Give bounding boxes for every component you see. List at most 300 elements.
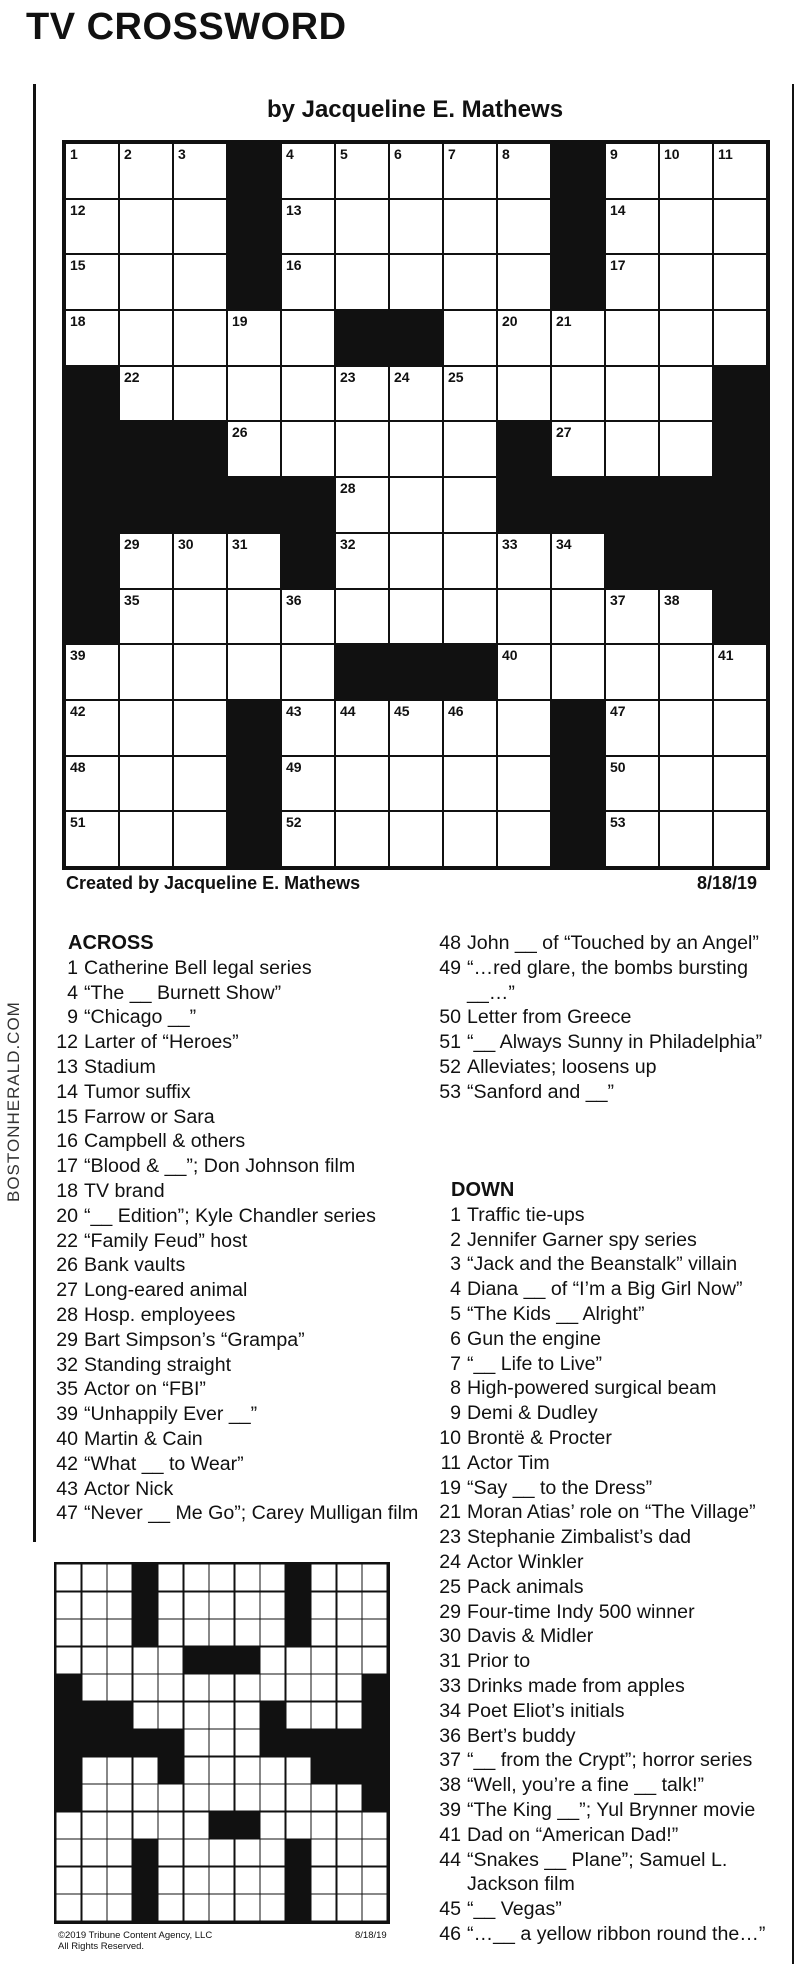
grid-cell[interactable] <box>173 199 227 255</box>
solution-cell <box>337 1812 363 1840</box>
black-square <box>497 421 551 477</box>
across-heading: ACROSS <box>68 932 154 954</box>
grid-cell[interactable] <box>173 143 227 199</box>
clue-item <box>50 1427 430 1452</box>
clue-number: 31 <box>439 1650 461 1673</box>
grid-cell[interactable] <box>65 644 119 700</box>
grid-cell[interactable] <box>65 199 119 255</box>
solution-cell <box>260 1839 286 1867</box>
grid-cell[interactable] <box>497 366 551 422</box>
grid-cell[interactable] <box>119 589 173 645</box>
solution-black-square <box>362 1674 388 1702</box>
grid-cell[interactable] <box>65 756 119 812</box>
solution-cell <box>184 1592 210 1620</box>
clue-item <box>433 1476 803 1501</box>
grid-cell[interactable] <box>497 143 551 199</box>
grid-cell[interactable] <box>659 756 713 812</box>
cell-number: 50 <box>610 758 626 775</box>
grid-cell[interactable] <box>605 421 659 477</box>
clue-item <box>433 931 793 956</box>
clue-item <box>433 1525 803 1550</box>
clue-text: Bert’s buddy <box>467 1724 576 1747</box>
grid-cell[interactable] <box>659 366 713 422</box>
solution-black-square <box>107 1702 133 1730</box>
clue-number: 37 <box>439 1749 461 1772</box>
grid-cell[interactable] <box>173 756 227 812</box>
solution-cell <box>235 1839 261 1867</box>
cell-number: 5 <box>340 146 348 162</box>
grid-cell[interactable] <box>443 477 497 533</box>
grid-cell[interactable] <box>497 589 551 645</box>
grid-cell[interactable] <box>443 254 497 310</box>
clue-item <box>433 1252 803 1277</box>
grid-cell[interactable] <box>389 700 443 756</box>
grid-cell[interactable] <box>659 199 713 255</box>
grid-cell[interactable] <box>659 254 713 310</box>
grid-cell[interactable] <box>65 310 119 366</box>
clue-number: 4 <box>450 1278 461 1301</box>
grid-cell[interactable] <box>281 143 335 199</box>
clue-number: 35 <box>56 1378 78 1401</box>
solution-cell <box>235 1564 261 1592</box>
grid-cell[interactable] <box>497 756 551 812</box>
grid-cell[interactable] <box>335 421 389 477</box>
clue-text: TV brand <box>84 1179 165 1202</box>
clue-number: 48 <box>439 932 461 954</box>
solution-black-square <box>107 1729 133 1757</box>
clue-item <box>50 1229 430 1254</box>
copyright <box>58 1930 212 1952</box>
grid-cell[interactable] <box>335 254 389 310</box>
grid-cell[interactable] <box>443 143 497 199</box>
solution-cell <box>286 1647 312 1675</box>
solution-cell <box>311 1564 337 1592</box>
solution-cell <box>158 1812 184 1840</box>
grid-cell[interactable] <box>497 199 551 255</box>
black-square <box>497 477 551 533</box>
solution-cell <box>184 1839 210 1867</box>
grid-cell[interactable] <box>443 366 497 422</box>
solution-cell <box>286 1812 312 1840</box>
grid-cell[interactable] <box>659 310 713 366</box>
solution-cell <box>107 1757 133 1785</box>
grid-cell[interactable] <box>389 589 443 645</box>
clue-item <box>50 1501 430 1526</box>
grid-cell[interactable] <box>119 310 173 366</box>
grid-cell[interactable] <box>335 143 389 199</box>
grid-cell[interactable] <box>227 421 281 477</box>
cell-number: 23 <box>340 368 356 385</box>
grid-cell[interactable] <box>335 756 389 812</box>
solution-cell <box>184 1894 210 1922</box>
grid-cell[interactable] <box>389 199 443 255</box>
grid-cell[interactable] <box>551 421 605 477</box>
grid-cell[interactable] <box>605 811 659 867</box>
grid-cell[interactable] <box>389 811 443 867</box>
solution-black-square <box>286 1564 312 1592</box>
grid-cell[interactable] <box>389 366 443 422</box>
clue-text: Bart Simpson’s “Grampa” <box>84 1328 305 1351</box>
clue-text: Jennifer Garner spy series <box>467 1228 697 1251</box>
crossword-grid[interactable] <box>62 140 770 870</box>
grid-cell[interactable] <box>227 310 281 366</box>
black-square <box>605 477 659 533</box>
solution-black-square <box>362 1784 388 1812</box>
grid-cell[interactable] <box>659 589 713 645</box>
black-square <box>389 310 443 366</box>
grid-cell[interactable] <box>389 143 443 199</box>
grid-cell[interactable] <box>119 533 173 589</box>
clue-text: “What __ to Wear” <box>84 1452 244 1475</box>
clue-number: 16 <box>56 1130 78 1153</box>
grid-cell[interactable] <box>605 254 659 310</box>
grid-cell[interactable] <box>173 589 227 645</box>
grid-cell[interactable] <box>119 756 173 812</box>
cell-number: 1 <box>70 146 78 162</box>
grid-cell[interactable] <box>497 254 551 310</box>
clue-item <box>50 1377 430 1402</box>
solution-cell <box>107 1619 133 1647</box>
grid-cell[interactable] <box>713 199 767 255</box>
grid-cell[interactable] <box>227 366 281 422</box>
grid-cell[interactable] <box>389 477 443 533</box>
grid-cell[interactable] <box>605 644 659 700</box>
grid-cell[interactable] <box>119 811 173 867</box>
grid-cell[interactable] <box>281 199 335 255</box>
solution-cell <box>260 1867 286 1895</box>
solution-cell <box>235 1702 261 1730</box>
solution-black-square <box>286 1894 312 1922</box>
solution-cell <box>235 1757 261 1785</box>
black-square <box>713 589 767 645</box>
solution-cell <box>82 1784 108 1812</box>
grid-cell[interactable] <box>713 756 767 812</box>
grid-cell[interactable] <box>119 254 173 310</box>
solution-cell <box>311 1894 337 1922</box>
grid-cell[interactable] <box>335 366 389 422</box>
grid-cell[interactable] <box>605 589 659 645</box>
solution-cell <box>209 1839 235 1867</box>
watermark: BOSTONHERALD.COM <box>4 1001 23 1202</box>
solution-black-square <box>286 1867 312 1895</box>
clue-item <box>433 1600 803 1625</box>
grid-cell[interactable] <box>659 811 713 867</box>
black-square <box>173 421 227 477</box>
clue-text: Prior to <box>467 1650 531 1673</box>
solution-cell <box>362 1619 388 1647</box>
grid-cell[interactable] <box>605 310 659 366</box>
clue-number: 53 <box>439 1080 461 1103</box>
grid-cell[interactable] <box>281 811 335 867</box>
grid-cell[interactable] <box>173 310 227 366</box>
clue-text: Gun the engine <box>467 1327 601 1350</box>
grid-cell[interactable] <box>443 589 497 645</box>
solution-cell <box>235 1867 261 1895</box>
solution-cell <box>235 1592 261 1620</box>
grid-cell[interactable] <box>281 700 335 756</box>
clue-number: 41 <box>439 1823 461 1846</box>
cell-number: 24 <box>394 368 410 385</box>
solution-cell <box>107 1647 133 1675</box>
clue-text: “Chicago __” <box>84 1006 197 1029</box>
solution-cell <box>362 1647 388 1675</box>
black-square <box>281 533 335 589</box>
grid-cell[interactable] <box>173 254 227 310</box>
solution-cell <box>82 1812 108 1840</box>
black-square <box>713 366 767 422</box>
grid-cell[interactable] <box>713 254 767 310</box>
grid-cell[interactable] <box>443 533 497 589</box>
clue-number: 44 <box>439 1848 461 1871</box>
clue-text: Actor Nick <box>84 1477 174 1500</box>
grid-cell[interactable] <box>497 533 551 589</box>
cell-number: 49 <box>286 758 302 775</box>
clue-item <box>433 1699 803 1724</box>
clue-item <box>433 1080 793 1105</box>
grid-cell[interactable] <box>443 310 497 366</box>
solution-cell <box>133 1674 159 1702</box>
solution-black-square <box>311 1757 337 1785</box>
grid-cell[interactable] <box>389 756 443 812</box>
grid-cell[interactable] <box>119 644 173 700</box>
grid-cell[interactable] <box>281 756 335 812</box>
grid-cell[interactable] <box>551 589 605 645</box>
clue-item <box>433 1550 803 1575</box>
clue-number: 15 <box>56 1105 78 1128</box>
grid-cell[interactable] <box>173 700 227 756</box>
solution-cell <box>82 1647 108 1675</box>
grid-cell[interactable] <box>119 199 173 255</box>
grid-cell[interactable] <box>65 254 119 310</box>
solution-cell <box>158 1619 184 1647</box>
grid-cell[interactable] <box>227 533 281 589</box>
clue-item <box>433 1228 803 1253</box>
cell-number: 17 <box>610 257 626 274</box>
clue-text: Farrow or Sara <box>84 1105 215 1128</box>
grid-cell[interactable] <box>713 700 767 756</box>
clue-text: “…red glare, the bombs bursting __…” <box>467 956 748 1004</box>
solution-cell <box>311 1839 337 1867</box>
grid-cell[interactable] <box>281 254 335 310</box>
grid-cell[interactable] <box>497 811 551 867</box>
clue-number: 34 <box>439 1699 461 1722</box>
solution-cell <box>82 1564 108 1592</box>
cell-number: 4 <box>286 146 294 162</box>
cell-number: 22 <box>124 368 140 385</box>
black-square <box>335 644 389 700</box>
cell-number: 3 <box>178 146 186 162</box>
clue-number: 39 <box>439 1798 461 1821</box>
cell-number: 13 <box>286 201 302 218</box>
black-square <box>605 533 659 589</box>
black-square <box>281 477 335 533</box>
grid-cell[interactable] <box>443 811 497 867</box>
grid-cell[interactable] <box>659 700 713 756</box>
grid-cell[interactable] <box>119 143 173 199</box>
solution-cell <box>56 1647 82 1675</box>
grid-cell[interactable] <box>173 644 227 700</box>
grid-cell[interactable] <box>605 199 659 255</box>
cell-number: 52 <box>286 814 302 831</box>
grid-cell[interactable] <box>281 644 335 700</box>
black-square <box>713 421 767 477</box>
clue-text: Drinks made from apples <box>467 1674 685 1697</box>
grid-cell[interactable] <box>335 700 389 756</box>
clue-item <box>433 1798 803 1823</box>
solution-cell <box>286 1674 312 1702</box>
solution-cell <box>362 1592 388 1620</box>
solution-cell <box>311 1702 337 1730</box>
black-square <box>227 700 281 756</box>
clue-text: High-powered surgical beam <box>467 1377 717 1400</box>
clue-number: 33 <box>439 1674 461 1697</box>
clue-number: 6 <box>450 1327 461 1350</box>
grid-cell[interactable] <box>281 310 335 366</box>
cell-number: 30 <box>178 535 194 552</box>
grid-cell[interactable] <box>605 143 659 199</box>
solution-cell <box>286 1784 312 1812</box>
clue-text: Bank vaults <box>84 1254 186 1277</box>
grid-cell[interactable] <box>227 644 281 700</box>
clue-text: Actor Winkler <box>467 1550 584 1573</box>
grid-cell[interactable] <box>713 644 767 700</box>
clue-item <box>433 1352 803 1377</box>
solution-black-square <box>235 1812 261 1840</box>
clue-text: Standing straight <box>84 1353 232 1376</box>
solution-cell <box>56 1867 82 1895</box>
solution-black-square <box>286 1619 312 1647</box>
solution-black-square <box>286 1729 312 1757</box>
grid-cell[interactable] <box>605 756 659 812</box>
grid-cell[interactable] <box>443 700 497 756</box>
grid-cell[interactable] <box>389 421 443 477</box>
solution-black-square <box>184 1647 210 1675</box>
solution-cell <box>82 1894 108 1922</box>
clue-text: Actor on “FBI” <box>84 1378 206 1401</box>
grid-cell[interactable] <box>335 477 389 533</box>
grid-cell[interactable] <box>497 644 551 700</box>
black-square <box>335 310 389 366</box>
grid-cell[interactable] <box>551 310 605 366</box>
grid-cell[interactable] <box>497 310 551 366</box>
clue-item <box>50 1030 430 1055</box>
clue-text: Brontë & Procter <box>467 1426 612 1449</box>
grid-cell[interactable] <box>65 811 119 867</box>
grid-cell[interactable] <box>389 254 443 310</box>
clue-text: Martin & Cain <box>84 1427 203 1450</box>
clue-number: 29 <box>56 1328 78 1351</box>
grid-cell[interactable] <box>173 811 227 867</box>
solution-black-square <box>286 1839 312 1867</box>
clue-item <box>433 1451 803 1476</box>
clue-item <box>433 1277 803 1302</box>
grid-cell[interactable] <box>119 700 173 756</box>
grid-cell[interactable] <box>713 143 767 199</box>
grid-cell[interactable] <box>659 143 713 199</box>
clue-text: “The __ Burnett Show” <box>84 981 282 1004</box>
solution-cell <box>311 1619 337 1647</box>
solution-black-square <box>133 1564 159 1592</box>
cell-number: 9 <box>610 146 618 162</box>
cell-number: 21 <box>556 313 572 330</box>
grid-cell[interactable] <box>443 756 497 812</box>
clue-number: 27 <box>56 1279 78 1302</box>
solution-cell <box>107 1867 133 1895</box>
grid-cell[interactable] <box>119 366 173 422</box>
clue-number: 25 <box>439 1575 461 1598</box>
grid-cell[interactable] <box>281 421 335 477</box>
clue-number: 51 <box>439 1031 461 1054</box>
cell-number: 36 <box>286 591 302 608</box>
grid-cell[interactable] <box>605 700 659 756</box>
grid-cell[interactable] <box>335 589 389 645</box>
clue-number: 29 <box>439 1600 461 1623</box>
solution-cell <box>260 1784 286 1812</box>
solution-black-square <box>56 1784 82 1812</box>
grid-cell[interactable] <box>389 533 443 589</box>
grid-cell[interactable] <box>335 811 389 867</box>
solution-cell <box>209 1619 235 1647</box>
grid-cell[interactable] <box>497 700 551 756</box>
cell-number: 48 <box>70 758 86 775</box>
clue-item <box>433 1203 803 1228</box>
grid-cell[interactable] <box>659 644 713 700</box>
grid-cell[interactable] <box>173 533 227 589</box>
grid-cell[interactable] <box>551 644 605 700</box>
black-square <box>551 477 605 533</box>
clue-text: “The Kids __ Alright” <box>467 1302 645 1325</box>
solution-cell <box>311 1812 337 1840</box>
solution-cell <box>260 1812 286 1840</box>
solution-cell <box>133 1812 159 1840</box>
grid-cell[interactable] <box>227 589 281 645</box>
clue-number: 23 <box>439 1526 461 1549</box>
clue-text: “…__ a yellow ribbon round the…” <box>467 1922 766 1945</box>
grid-cell[interactable] <box>173 366 227 422</box>
grid-cell[interactable] <box>281 366 335 422</box>
clue-item <box>433 1055 793 1080</box>
grid-cell[interactable] <box>713 310 767 366</box>
across-clues <box>50 931 430 1526</box>
clue-text: Stephanie Zimbalist’s dad <box>467 1526 692 1549</box>
grid-cell[interactable] <box>551 366 605 422</box>
solution-cell <box>107 1784 133 1812</box>
clue-number: 38 <box>439 1774 461 1797</box>
clue-text: Diana __ of “I’m a Big Girl Now” <box>467 1278 743 1301</box>
cell-number: 46 <box>448 702 464 719</box>
grid-cell[interactable] <box>605 366 659 422</box>
clue-number: 4 <box>67 981 78 1004</box>
grid-cell[interactable] <box>443 199 497 255</box>
cell-number: 31 <box>232 535 248 552</box>
grid-cell[interactable] <box>335 533 389 589</box>
grid-cell[interactable] <box>443 421 497 477</box>
black-square <box>389 644 443 700</box>
cell-number: 10 <box>664 146 680 162</box>
clue-number: 45 <box>439 1898 461 1921</box>
solution-cell <box>337 1839 363 1867</box>
grid-cell[interactable] <box>65 143 119 199</box>
solution-cell <box>337 1894 363 1922</box>
grid-cell[interactable] <box>551 533 605 589</box>
grid-cell[interactable] <box>65 700 119 756</box>
clue-item <box>433 1327 803 1352</box>
solution-black-square <box>209 1812 235 1840</box>
grid-cell[interactable] <box>659 421 713 477</box>
grid-cell[interactable] <box>335 199 389 255</box>
grid-cell[interactable] <box>713 811 767 867</box>
grid-cell[interactable] <box>281 589 335 645</box>
